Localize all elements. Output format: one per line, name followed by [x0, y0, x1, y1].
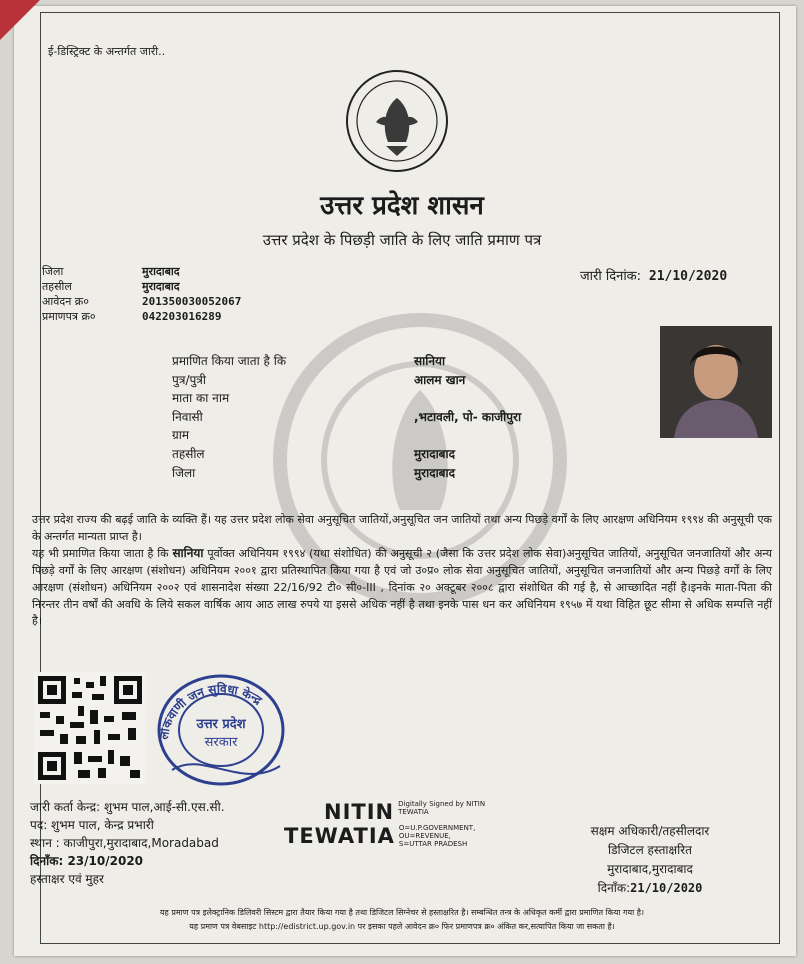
meta-application-no: आवेदन क्र० 201350030052067 — [42, 295, 242, 308]
up-govt-emblem-icon — [344, 68, 450, 174]
person-icon — [660, 326, 772, 438]
field-row-parent: पुत्र/पुत्री आलम खान — [172, 372, 466, 387]
body-paragraph-2: यह भी प्रमाणित किया जाता है कि सानिया पूर्वोक्त अधिनियम १९९४ (यथा संशोधित) की अनुसूची २ (जैसा कि उत्तर प्रदेश लोक सेवा)अनुसूचित जातियों, अनुसूचित जनजातियों और अन्य पिछड़े वर्गों के लिए आरक्षण (संशोधन) अधिनियम २००१ द्वारा प्रतिस्थापित किया गया है एवं जो उ०प्र० लोक सेवा अनुसूचित जातियों, अनुसूचित जनजातियों और अन्य पिछड़े वर्गों के लिए आरक्षण (संशोधन) अधिनियम २००२ एवं शासनादेश संख्या 22/16/92 टी० सी०-III , दिनांक २० अक्टूबर २००८ द्वारा संशोधित की गई है, से आच्छादित नहीं है।इनके माता-पिता की निरन्तर तीन वर्षों की अवधि के लिये सकल वार्षिक आय आठ लाख रुपये या इससे अधिक नहीं है तथा इनके पास धन कर अधिनियम १९५७ में यथा विहित छूट सीमा से अधिक सम्पत्ति नहीं है। — [32, 546, 773, 628]
applicant-photo — [660, 326, 772, 438]
officer-block — [530, 822, 770, 898]
issuer-place: स्थान : काजीपुरा,मुरादाबाद,Moradabad — [30, 836, 219, 850]
meta-district: जिला मुरादाबाद — [42, 265, 180, 278]
applicant-fields — [172, 352, 521, 482]
field-row-tehsil: तहसील मुरादाबाद — [172, 446, 456, 461]
seal-ring-text: लोकवाणी जन सुविधा केन्द्र — [156, 681, 265, 741]
certificate-subtitle: उत्तर प्रदेश के पिछड़ी जाति के लिए जाति प्रमाण पत्र — [262, 231, 542, 249]
footnote: यह प्रमाण पत्र इलेक्ट्रानिक डिलिवरी सिस्टम द्वारा तैयार किया गया है तथा डिजिटल सिग्नेचर से हस्ताक्षरित है। सम्बन्धित तन्त्र के अधिकृत कर्मी द्वारा प्रमाणित किया गया है। यह प्रमाण पत्र वेबसाइट http://edistrict.up.gov.in पर इसका पहले आवेदन क्र० फिर प्रमाणपत्र क्र० अंकित कर,सत्यापित किया जा सकता है। — [159, 908, 645, 931]
official-seal — [152, 670, 290, 790]
body-paragraph-1: उत्तर प्रदेश राज्य की बढ़ई जाति के व्यक्ति हैं। यह उत्तर प्रदेश लोक सेवा अनुसूचित जातियों,अनुसूचित जन जातियों तथा अन्य पिछड़े वर्गों के लिए आरक्षण अधिनियम १९९४ की अनुसूची एक के अन्तर्गत मान्यता प्राप्त है। — [32, 513, 772, 543]
field-row-name: प्रमाणित किया जाता है कि सानिया — [172, 354, 446, 368]
meta-block — [42, 264, 241, 324]
page-title: उत्तर प्रदेश शासन — [320, 191, 484, 221]
officer-date: दिनाँक:21/10/2020 — [597, 881, 703, 895]
seal-line-1: उत्तर प्रदेश — [196, 717, 246, 732]
officer-place: मुरादाबाद,मुरादाबाद — [607, 862, 693, 876]
signer-first-name: NITIN — [324, 800, 395, 824]
issuer-center: जारी कर्ता केन्द्र: शुभम पाल,आई-सी.एस.सी. — [30, 800, 225, 814]
field-row-resident: निवासी ,भटावली, पो- काजीपुरा — [172, 409, 522, 424]
torn-corner — [0, 0, 40, 40]
field-row-district: जिला मुरादाबाद — [172, 465, 456, 480]
certificate-body — [32, 512, 772, 630]
field-row-mother: माता का नाम — [172, 391, 230, 406]
seal-line-2: सरकार — [204, 735, 238, 750]
issuer-block — [30, 798, 225, 888]
issuer-sign-label: हस्ताक्षर एवं मुहर — [30, 872, 104, 886]
officer-signature: डिजिटल हस्ताक्षरित — [608, 843, 692, 857]
issuer-date: दिनाँक: 23/10/2020 — [30, 854, 144, 868]
sign-details-b: O=U.P.GOVERNMENT, OU=REVENUE, S=UTTAR PRADESH — [398, 824, 476, 848]
header-note: ई-डिस्ट्रिक्ट के अन्तर्गत जारी.. — [48, 45, 166, 58]
digital-signature — [284, 800, 485, 848]
signer-last-name: TEWATIA — [284, 824, 395, 848]
meta-certificate-no: प्रमाणपत्र क्र० 042203016289 — [42, 310, 222, 323]
meta-tehsil: तहसील मुरादाबाद — [42, 280, 180, 293]
issue-date: जारी दिनांक: 21/10/2020 — [580, 269, 728, 284]
qr-code-icon — [34, 672, 146, 784]
issuer-post: पद: शुभम पाल, केन्द्र प्रभारी — [30, 818, 154, 832]
sign-details-a: Digitally Signed by NITIN TEWATIA — [398, 800, 486, 816]
field-row-village: ग्राम — [172, 428, 190, 443]
officer-title: सक्षम अधिकारी/तहसीलदार — [590, 824, 710, 838]
